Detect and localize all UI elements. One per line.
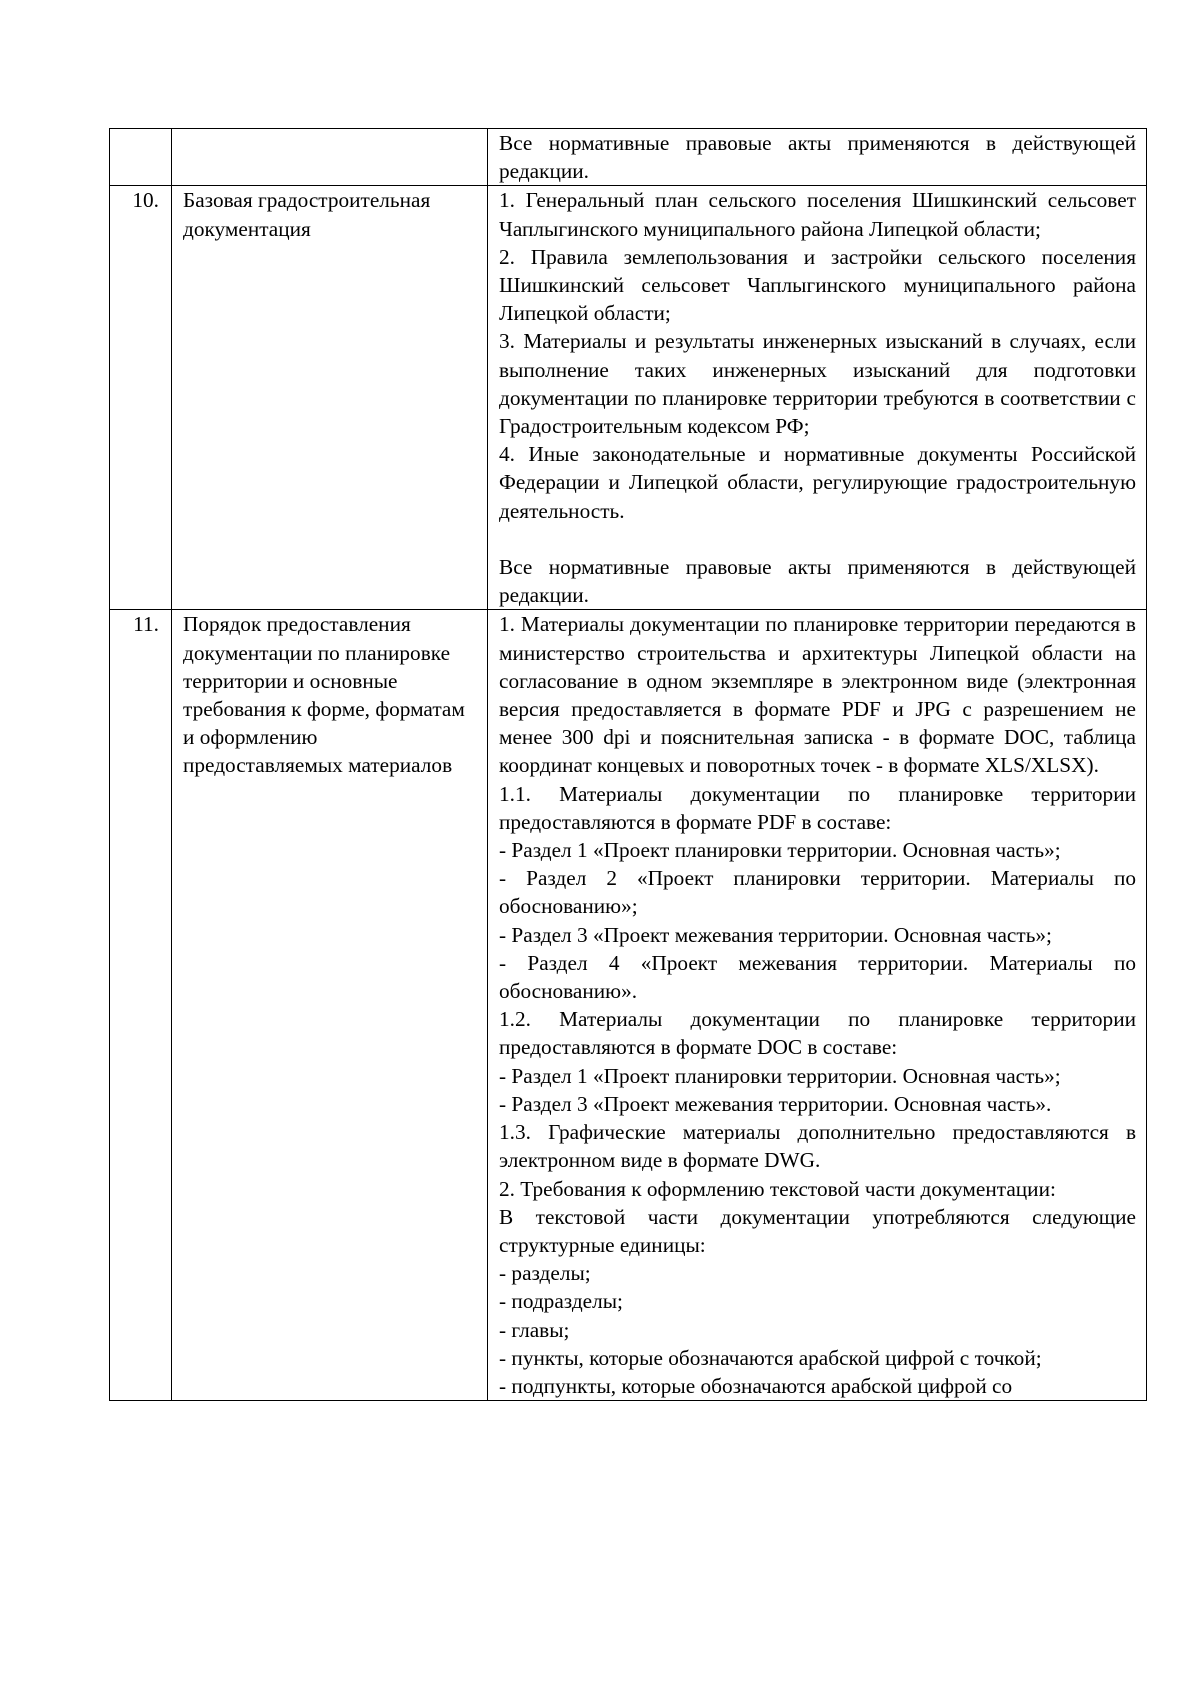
paragraph: 2. Требования к оформлению текстовой части документации: — [499, 1176, 1056, 1201]
paragraph: - подразделы; — [499, 1289, 623, 1314]
paragraph: 2. Правила землепользования и застройки сельского поселения Шишкинский сельсовет Чаплыгинского муниципального района Липецкой области; — [499, 244, 1136, 326]
paragraph: - Раздел 2 «Проект планировки территории. Материалы по обоснованию»; — [499, 866, 1136, 919]
table-row-continuation — [110, 129, 1147, 186]
blank-line — [499, 525, 1136, 553]
row-content — [488, 129, 1147, 186]
requirements-table — [109, 128, 1147, 1401]
paragraph: - Раздел 4 «Проект межевания территории. Материалы по обоснованию». — [499, 950, 1136, 1004]
table-row-11 — [110, 610, 1147, 1401]
paragraph: - Раздел 1 «Проект планировки территории. Основная часть»; — [499, 1063, 1061, 1088]
paragraph: 3. Материалы и результаты инженерных изысканий в случаях, если выполнение таких инженерных изысканий для подготовки документации по планировке территории требуются в соответствии с Градостроительным кодексом РФ; — [499, 329, 1136, 439]
row-content — [488, 186, 1147, 610]
paragraph: 1.3. Графические материалы дополнительно предоставляются в электронном виде в формате DWG. — [499, 1120, 1136, 1173]
paragraph: Все нормативные правовые акты применяются в действующей редакции. — [499, 131, 1136, 184]
paragraph: - пункты, которые обозначаются арабской цифрой с точкой; — [499, 1345, 1042, 1370]
row-name — [172, 129, 488, 186]
paragraph: - главы; — [499, 1317, 570, 1342]
paragraph: - Раздел 3 «Проект межевания территории. Основная часть». — [499, 1091, 1052, 1116]
row-number: 10. — [110, 186, 172, 610]
paragraph: - Раздел 1 «Проект планировки территории. Основная часть»; — [499, 838, 1061, 863]
row-name: Порядок предоставления документации по планировке территории и основные требования к форме, форматам и оформлению предоставляемых материалов — [172, 610, 488, 1401]
paragraph: - Раздел 3 «Проект межевания территории. Основная часть»; — [499, 922, 1052, 947]
paragraph: - подпункты, которые обозначаются арабской цифрой со — [499, 1373, 1013, 1398]
paragraph: В текстовой части документации употребляются следующие структурные единицы: — [499, 1204, 1136, 1257]
paragraph: - разделы; — [499, 1261, 591, 1286]
table-row-10 — [110, 186, 1147, 610]
paragraph: 4. Иные законодательные и нормативные документы Российской Федерации и Липецкой области, регулирующие градостроительную деятельность. — [499, 442, 1136, 523]
paragraph: Все нормативные правовые акты применяются в действующей редакции. — [499, 555, 1136, 608]
row-name: Базовая градостроительная документация — [172, 186, 488, 610]
paragraph: 1. Материалы документации по планировке территории передаются в министерство строительства и архитектуры Липецкой области на согласование в одном экземпляре в электронном виде (электронная версия предоставляется в формате PDF и JPG с разрешением не менее 300 dpi и пояснительная записка - в формате DOC, таблица координат концевых и поворотных точек - в формате XLS/XLSX). — [499, 612, 1136, 778]
row-content — [488, 610, 1147, 1401]
row-number: 11. — [110, 610, 172, 1401]
paragraph: 1.2. Материалы документации по планировке территории предоставляются в формате DOC в составе: — [499, 1007, 1136, 1060]
row-number — [110, 129, 172, 186]
paragraph: 1. Генеральный план сельского поселения Шишкинский сельсовет Чаплыгинского муниципального района Липецкой области; — [499, 188, 1136, 241]
paragraph: 1.1. Материалы документации по планировке территории предоставляются в формате PDF в составе: — [499, 781, 1136, 834]
